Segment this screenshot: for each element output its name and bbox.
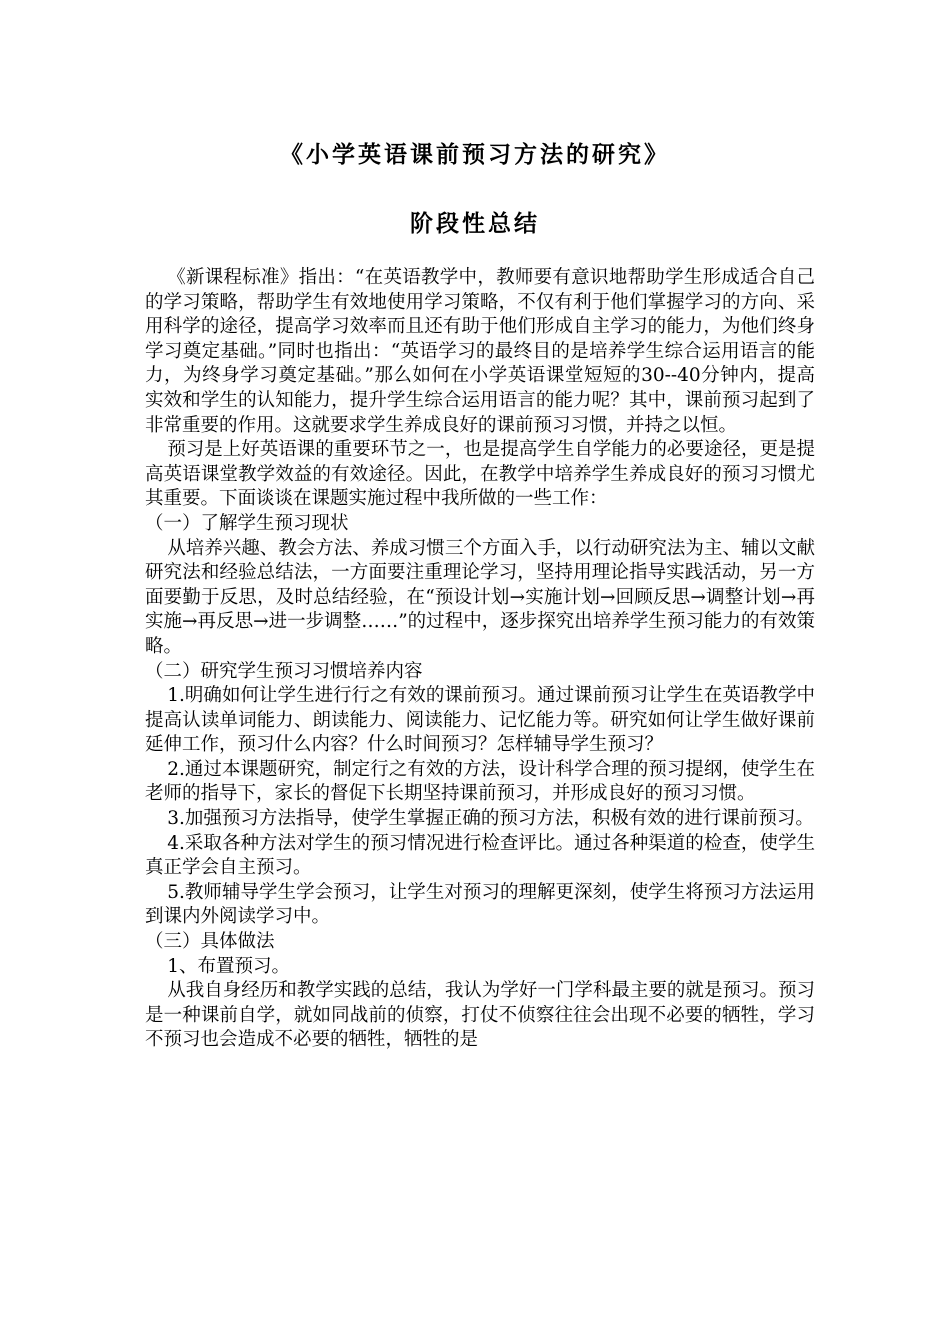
document-subtitle: 阶段性总结 xyxy=(410,210,540,237)
section-heading-2: （二）研究学生预习习惯培养内容 xyxy=(145,660,423,682)
sub-heading-1: 1、布置预习。 xyxy=(167,955,290,977)
list-item-4: 4.采取各种方法对学生的预习情况进行检查评比。通过各种渠道的检查，使学生真正学会自主预习。 xyxy=(145,832,815,879)
list-item-1: 1.明确如何让学生进行行之有效的课前预习。通过课前预习让学生在英语教学中提高认读单词能力、朗读能力、阅读能力、记忆能力等。研究如何让学生做好课前延伸工作，预习什么内容？什么时间预习？怎样辅导学生预习？ xyxy=(145,685,815,756)
paragraph-preview: 从我自身经历和教学实践的总结，我认为学好一门学科最主要的就是预习。预习是一种课前自学，就如同战前的侦察，打仗不侦察往往会出现不必要的牺牲，学习不预习也会造成不必要的牺牲，牺牲的是 xyxy=(145,980,815,1051)
section-heading-3: （三）具体做法 xyxy=(145,931,275,953)
list-item-5: 5.教师辅导学生学会预习，让学生对预习的理解更深刻，使学生将预习方法运用到课内外阅读学习中。 xyxy=(145,881,815,928)
section-heading-1: （一）了解学生预习现状 xyxy=(145,512,349,534)
paragraph-intro: 《新课程标准》指出：“在英语教学中，教师要有意识地帮助学生形成适合自己的学习策略，帮助学生有效地使用学习策略，不仅有利于他们掌握学习的方向、采用科学的途径，提高学习效率而且还有助于他们形成自主学习的能力，为他们终身学习奠定基础。”同时也指出：“英语学习的最终目的是培养学生综合运用语言的能力，为终身学习奠定基础。”那么如何在小学英语课堂短短的30--40分钟内，提高实效和学生的认知能力，提升学生综合运用语言的能力呢？其中，课前预习起到了非常重要的作用。这就要求学生养成良好的课前预习习惯，并持之以恒。 xyxy=(145,267,815,436)
document-title: 《小学英语课前预习方法的研究》 xyxy=(280,141,670,168)
paragraph-importance: 预习是上好英语课的重要环节之一，也是提高学生自学能力的必要途径，更是提高英语课堂教学效益的有效途径。因此，在教学中培养学生养成良好的预习习惯尤其重要。下面谈谈在课题实施过程中我所做的一些工作： xyxy=(145,439,815,510)
document-body xyxy=(145,266,815,1053)
paragraph-methods: 从培养兴趣、教会方法、养成习惯三个方面入手，以行动研究法为主、辅以文献研究法和经验总结法，一方面要注重理论学习，坚持用理论指导实践活动，另一方面要勤于反思，及时总结经验，在“预设计划→实施计划→回顾反思→调整计划→再实施→再反思→进一步调整……”的过程中，逐步探究出培养学生预习能力的有效策略。 xyxy=(145,537,815,657)
list-item-2: 2.通过本课题研究，制定行之有效的方法，设计科学合理的预习提纲，使学生在老师的指导下，家长的督促下长期坚持课前预习，并形成良好的预习习惯。 xyxy=(145,758,815,805)
list-item-3: 3.加强预习方法指导，使学生掌握正确的预习方法，积极有效的进行课前预习。 xyxy=(167,808,814,830)
